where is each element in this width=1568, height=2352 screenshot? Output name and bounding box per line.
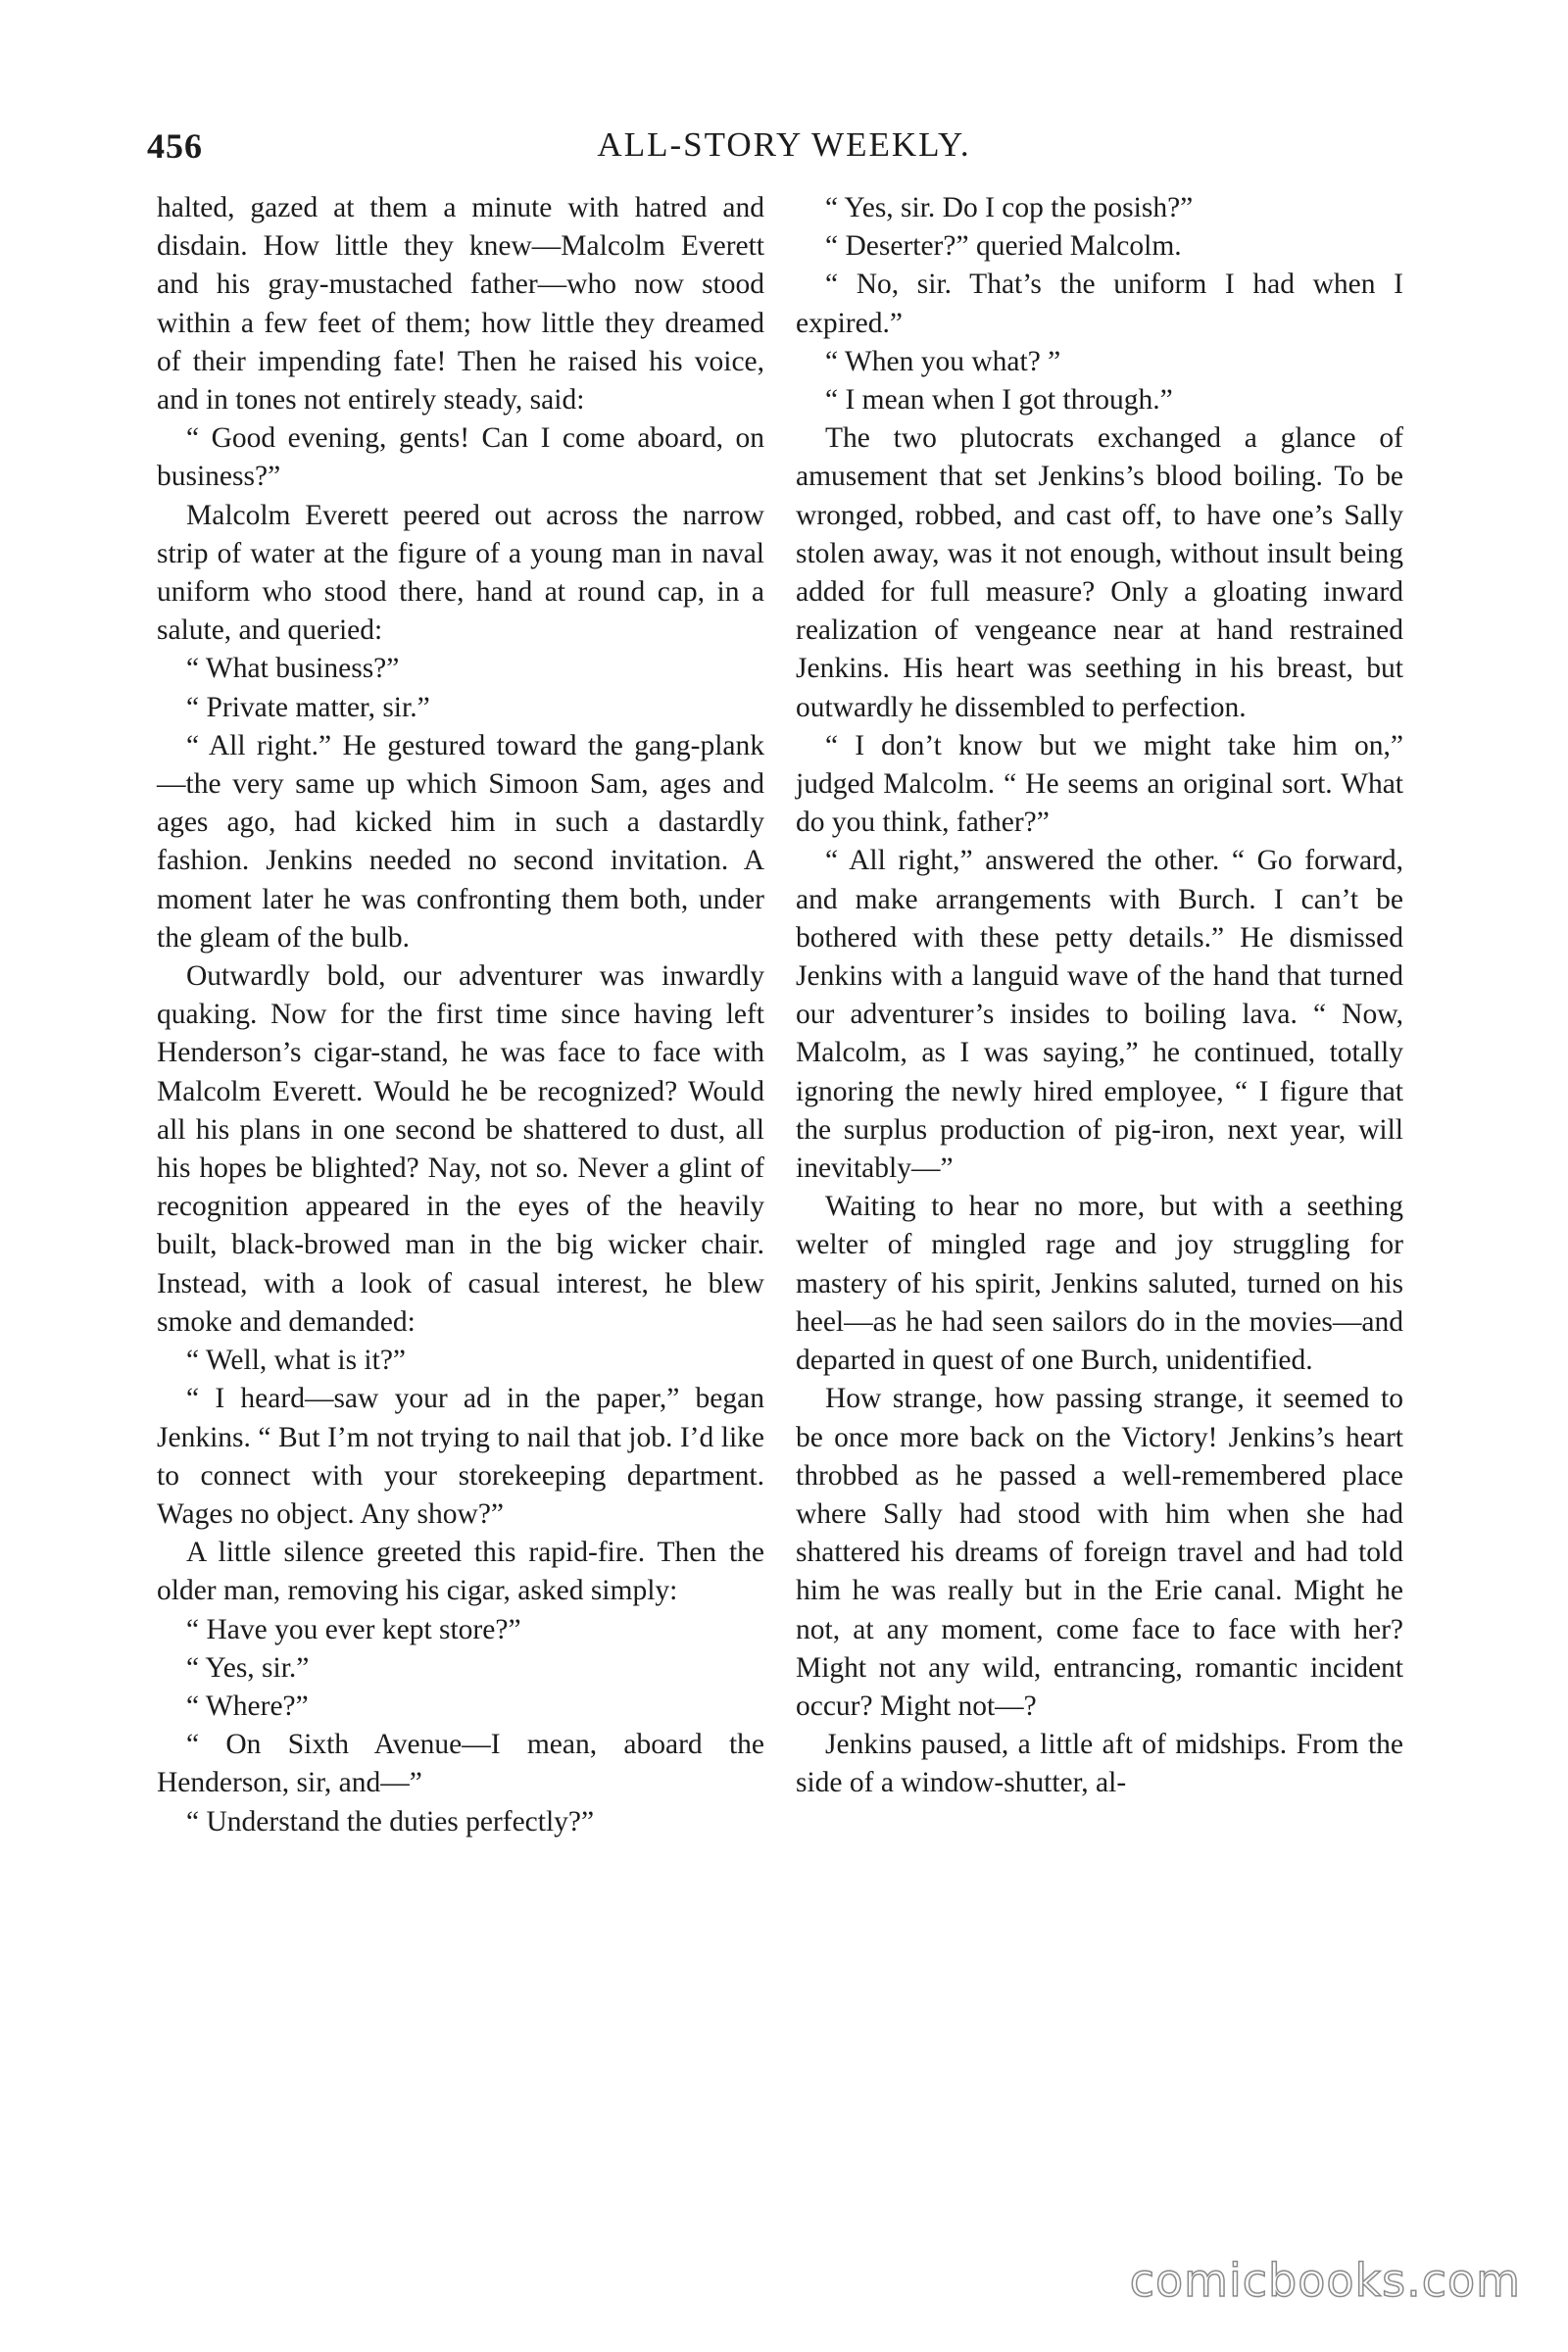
paragraph: How strange, how passing strange, it seemed to be once more back on the Victory! Jenkins’s heart throbbed as he passed a well-remembered place where Sally had stood with him when she had shattered his dreams of foreign travel and had told him he was really but in the Erie canal. Might he not, at any moment, come face to face with her? Might not any wild, entrancing, romantic incident occur? Might not—? [796, 1383, 1403, 1722]
paragraph: “ Understand the duties perfectly?” [186, 1805, 595, 1838]
paragraph: “ Well, what is it?” [186, 1345, 407, 1377]
paragraph: “ What business?” [186, 653, 400, 685]
paragraph: Outwardly bold, our adventurer was inwardly quaking. Now for the first time since having left Henderson’s cigar-stand, he was face to face with Malcolm Everett. Would he be recognized? Would all his plans in one second be shattered to dust, all his hopes be blighted? Nay, not so. Never a glint of recognition appeared in the eyes of the heavily built, black-browed man in the big wicker chair. Instead, with a look of casual interest, he blew smoke and demanded: [157, 960, 764, 1338]
paragraph: “ Good evening, gents! Can I come aboard, on business?” [157, 422, 764, 493]
paragraph: “ On Sixth Avenue—I mean, aboard the Henderson, sir, and—” [157, 1729, 764, 1799]
right-column [796, 189, 1403, 1803]
paragraph: Waiting to hear no more, but with a seething welter of mingled rage and joy struggling for mastery of his spirit, Jenkins saluted, turned on his heel—as he had seen sailors do in the movies—and departed in quest of one Burch, unidentified. [796, 1191, 1403, 1377]
page-header [147, 125, 1421, 174]
paragraph: halted, gazed at them a minute with hatred and disdain. How little they knew—Malcolm Everett and his gray-mustached father—who now stood within a few feet of them; how little they dreamed of their impending fate! Then he raised his voice, and in tones not entirely steady, said: [157, 192, 764, 416]
paragraph: “ Yes, sir.” [186, 1651, 310, 1684]
paragraph: “ Yes, sir. Do I cop the posish?” [825, 192, 1194, 223]
paragraph: “ I don’t know but we might take him on,” judged Malcolm. “ He seems an original sort. What do you think, father?” [796, 729, 1403, 839]
paragraph: “ All right.” He gestured toward the gang-plank—the very same up which Simoon Sam, ages and ages ago, had kicked him in such a dastardly fashion. Jenkins needed no second invitation. A moment later he was confronting them both, under the gleam of the bulb. [157, 729, 764, 954]
paragraph: “ I mean when I got through.” [825, 384, 1173, 416]
running-head: ALL-STORY WEEKLY. [597, 125, 971, 164]
paragraph: “ All right,” answered the other. “ Go forward, and make arrangements with Burch. I can’t be bothered with these petty details.” He dismissed Jenkins with a languid wave of the hand that turned our adventurer’s insides to boiling lava. “ Now, Malcolm, as I was saying,” he continued, totally ignoring the newly hired employee, “ I figure that the surplus production of pig-iron, next year, will inevitably—” [796, 845, 1403, 1185]
paragraph: Jenkins paused, a little aft of midships. From the side of a window-shutter, al- [796, 1729, 1403, 1799]
paragraph: “ I heard—saw your ad in the paper,” began Jenkins. “ But I’m not trying to nail that job. I’d like to connect with your storekeeping department. Wages no object. Any show?” [157, 1383, 764, 1530]
paragraph: “ Have you ever kept store?” [186, 1613, 521, 1645]
page-number: 456 [147, 126, 203, 166]
left-column [157, 189, 764, 1841]
paragraph: “ Deserter?” queried Malcolm. [825, 230, 1182, 263]
paragraph: “ Private matter, sir.” [186, 691, 430, 723]
paragraph: “ When you what? ” [825, 345, 1061, 377]
watermark: comicbooks.com [1129, 2254, 1521, 2307]
paragraph: Malcolm Everett peered out across the narrow strip of water at the figure of a young man in naval uniform who stood there, hand at round cap, in a salute, and queried: [157, 499, 764, 647]
paragraph: “ Where?” [186, 1690, 309, 1722]
paragraph: A little silence greeted this rapid-fire. Then the older man, removing his cigar, asked simply: [157, 1537, 764, 1607]
paragraph: The two plutocrats exchanged a glance of amusement that set Jenkins’s blood boiling. To be wronged, robbed, and cast off, to have one’s Sally stolen away, was it not enough, without insult being added for full measure? Only a gloating inward realization of vengeance near at hand restrained Jenkins. His heart was seething in his breast, but outwardly he dissembled to perfection. [796, 422, 1403, 723]
paragraph: “ No, sir. That’s the uniform I had when I expired.” [796, 269, 1403, 339]
